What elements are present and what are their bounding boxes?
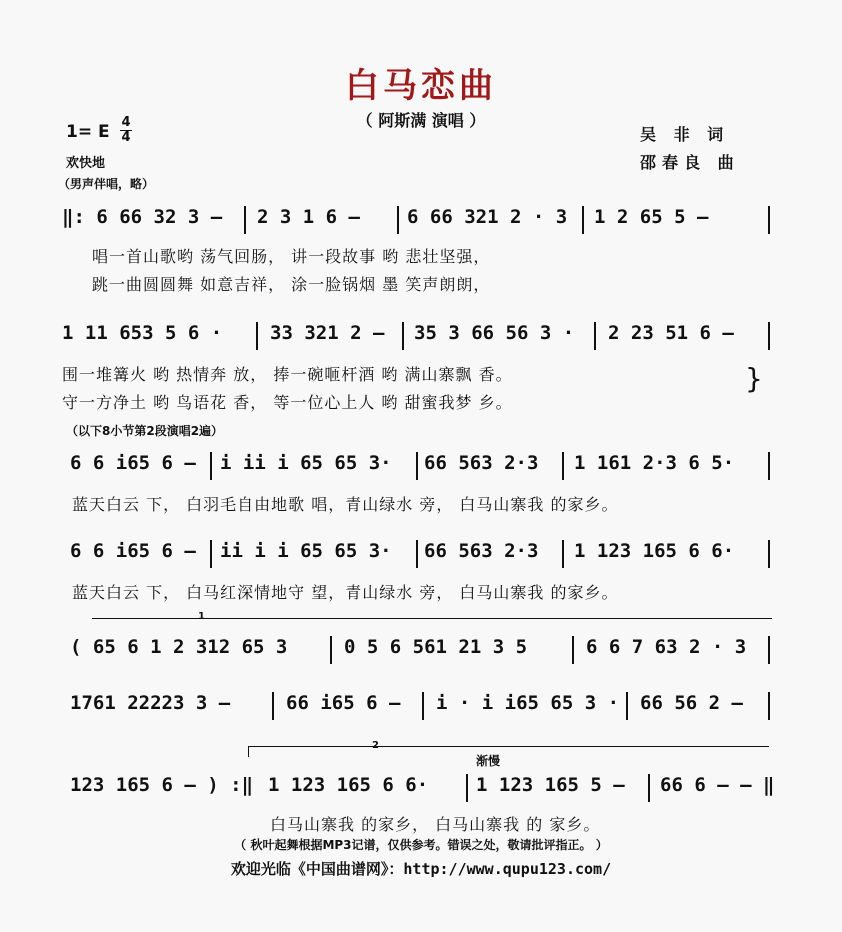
measure: 66 563 2·3 [424, 452, 539, 474]
song-title: 白马恋曲 [345, 66, 497, 106]
measure: 123 165 6 – ) :‖ [70, 774, 254, 796]
measure: 1 123 165 5 – [476, 774, 625, 796]
measure: 2 23 51 6 – [608, 322, 734, 344]
barline [768, 540, 770, 568]
barline [562, 540, 564, 568]
notation-row-4 [62, 540, 782, 576]
barline [256, 322, 258, 350]
barline [416, 452, 418, 480]
barline [210, 540, 212, 568]
measure: 0 5 6 561 21 3 5 [344, 636, 528, 658]
barline [562, 452, 564, 480]
volta-number-2: 2 [372, 740, 379, 751]
volta-number-1: 1 [198, 611, 205, 622]
composer-credit: 邵春良 曲 [640, 153, 740, 172]
notation-row-3 [62, 452, 782, 488]
measure: 66 563 2·3 [424, 540, 539, 562]
volta-bracket-2 [248, 746, 769, 757]
barline [402, 322, 404, 350]
lyric-line: 蓝天白云 下， 白马红深情地守 望，青山绿水 旁， 白马山寨我 的家乡。 [72, 583, 619, 602]
barline [582, 206, 584, 234]
volta-bracket-1 [92, 618, 772, 629]
lyricist-credit: 吴 非 词 [640, 125, 730, 144]
performance-note: （男声伴唱，略） [58, 177, 155, 191]
section-note: （以下8小节第2段演唱2遍） [66, 424, 224, 438]
slowdown-marking: 渐慢 [476, 754, 501, 768]
tempo-marking: 欢快地 [66, 156, 106, 171]
barline [594, 322, 596, 350]
measure: 1 11 653 5 6 · [62, 322, 223, 344]
measure: 1 161 2·3 6 5· [574, 452, 735, 474]
measure: 35 3 66 56 3 · [414, 322, 575, 344]
measure: ‖: 6 66 32 3 – [62, 206, 223, 228]
measure: 1761 22223 3 – [70, 692, 231, 714]
barline [272, 692, 274, 720]
notation-row-1 [62, 206, 782, 242]
measure: 6 6 i65 6 – [70, 540, 196, 562]
lyric-line: 白马山寨我 的家乡， 白马山寨我 的 家乡。 [270, 815, 601, 834]
measure: 1 123 165 6 6· [574, 540, 735, 562]
measure: 66 i65 6 – [286, 692, 401, 714]
barline [416, 540, 418, 568]
measure: 33 321 2 – [270, 322, 385, 344]
measure: 1 2 65 5 – [594, 206, 709, 228]
time-signature: 4 4 [121, 115, 131, 145]
measure: 2 3 1 6 – [257, 206, 360, 228]
singer-credit: （ 阿斯满 演唱 ） [356, 111, 486, 130]
barline [626, 692, 628, 720]
verse-brace: } [745, 362, 763, 395]
website-footer: 欢迎光临《中国曲谱网》：http://www.qupu123.com/ [230, 860, 612, 878]
measure: 6 6 i65 6 – [70, 452, 196, 474]
barline [422, 692, 424, 720]
notation-row-5 [62, 636, 782, 672]
notation-row-6 [62, 692, 782, 728]
lyric-line: 蓝天白云 下， 白羽毛自由地歌 唱，青山绿水 旁， 白马山寨我 的家乡。 [72, 495, 619, 514]
measure: 6 6 7 63 2 · 3 [586, 636, 747, 658]
lyric-line: 守一方净土 哟 鸟语花 香， 等一位心上人 哟 甜蜜我梦 乡。 [62, 393, 513, 412]
key-signature: 1= E [66, 122, 110, 142]
barline [244, 206, 246, 234]
measure: 66 56 2 – [640, 692, 743, 714]
lyric-line: 围一堆篝火 哟 热情奔 放， 捧一碗咂杆酒 哟 满山寨飘 香。 [62, 365, 513, 384]
notation-row-2 [62, 322, 782, 358]
barline [397, 206, 399, 234]
measure: i ii i 65 65 3· [220, 452, 392, 474]
lyric-line: 唱一首山歌哟 荡气回肠， 讲一段故事 哟 悲壮坚强， [92, 247, 491, 266]
notation-row-7 [62, 774, 782, 810]
barline [768, 322, 770, 350]
lyric-line: 跳一曲圆圆舞 如意吉祥， 涂一脸锅烟 墨 笑声朗朗， [92, 275, 491, 294]
measure: 1 123 165 6 6· [268, 774, 429, 796]
transcriber-note: （ 秋叶起舞根据MP3记谱，仅供参考。错误之处，敬请批评指正。 ） [234, 838, 608, 852]
barline [768, 636, 770, 664]
barline [648, 774, 650, 802]
barline [330, 636, 332, 664]
barline [768, 692, 770, 720]
barline [768, 452, 770, 480]
measure: ii i i 65 65 3· [220, 540, 392, 562]
measure: ( 65 6 1 2 312 65 3 [70, 636, 288, 658]
measure: 6 66 321 2 · 3 [407, 206, 568, 228]
measure: 66 6 – – ‖ [660, 774, 775, 796]
barline [210, 452, 212, 480]
barline [572, 636, 574, 664]
barline [768, 206, 770, 234]
barline [466, 774, 468, 802]
measure: i · i i65 65 3 · [436, 692, 620, 714]
